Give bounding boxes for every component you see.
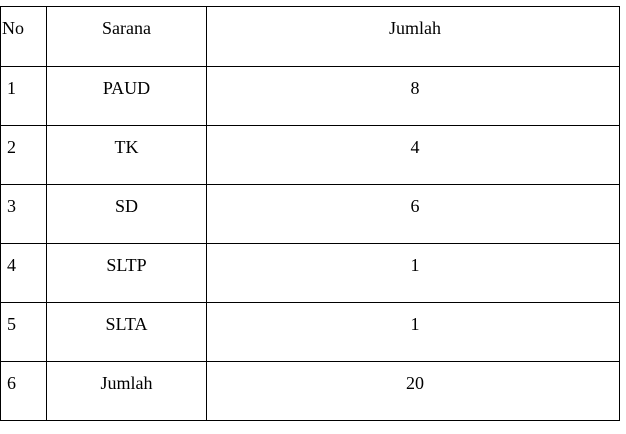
table-header-row bbox=[1, 7, 620, 67]
header-sarana: Sarana bbox=[47, 7, 207, 67]
row-jumlah: 6 bbox=[207, 185, 620, 244]
table-row bbox=[1, 126, 620, 185]
table-row bbox=[1, 67, 620, 126]
header-jumlah: Jumlah bbox=[207, 7, 620, 67]
row-sarana: Jumlah bbox=[47, 362, 207, 421]
row-no: 6 bbox=[1, 362, 47, 421]
row-jumlah: 4 bbox=[207, 126, 620, 185]
facilities-table bbox=[0, 6, 620, 421]
row-no: 3 bbox=[1, 185, 47, 244]
row-sarana: PAUD bbox=[47, 67, 207, 126]
table-row bbox=[1, 244, 620, 303]
row-no: 1 bbox=[1, 67, 47, 126]
row-sarana: TK bbox=[47, 126, 207, 185]
row-sarana: SLTP bbox=[47, 244, 207, 303]
table-row bbox=[1, 303, 620, 362]
row-no: 2 bbox=[1, 126, 47, 185]
row-no: 4 bbox=[1, 244, 47, 303]
row-sarana: SD bbox=[47, 185, 207, 244]
row-jumlah: 1 bbox=[207, 244, 620, 303]
table-row-total bbox=[1, 362, 620, 421]
row-jumlah: 1 bbox=[207, 303, 620, 362]
row-jumlah: 8 bbox=[207, 67, 620, 126]
row-no: 5 bbox=[1, 303, 47, 362]
row-sarana: SLTA bbox=[47, 303, 207, 362]
table-row bbox=[1, 185, 620, 244]
header-no: No bbox=[1, 7, 47, 67]
row-jumlah: 20 bbox=[207, 362, 620, 421]
